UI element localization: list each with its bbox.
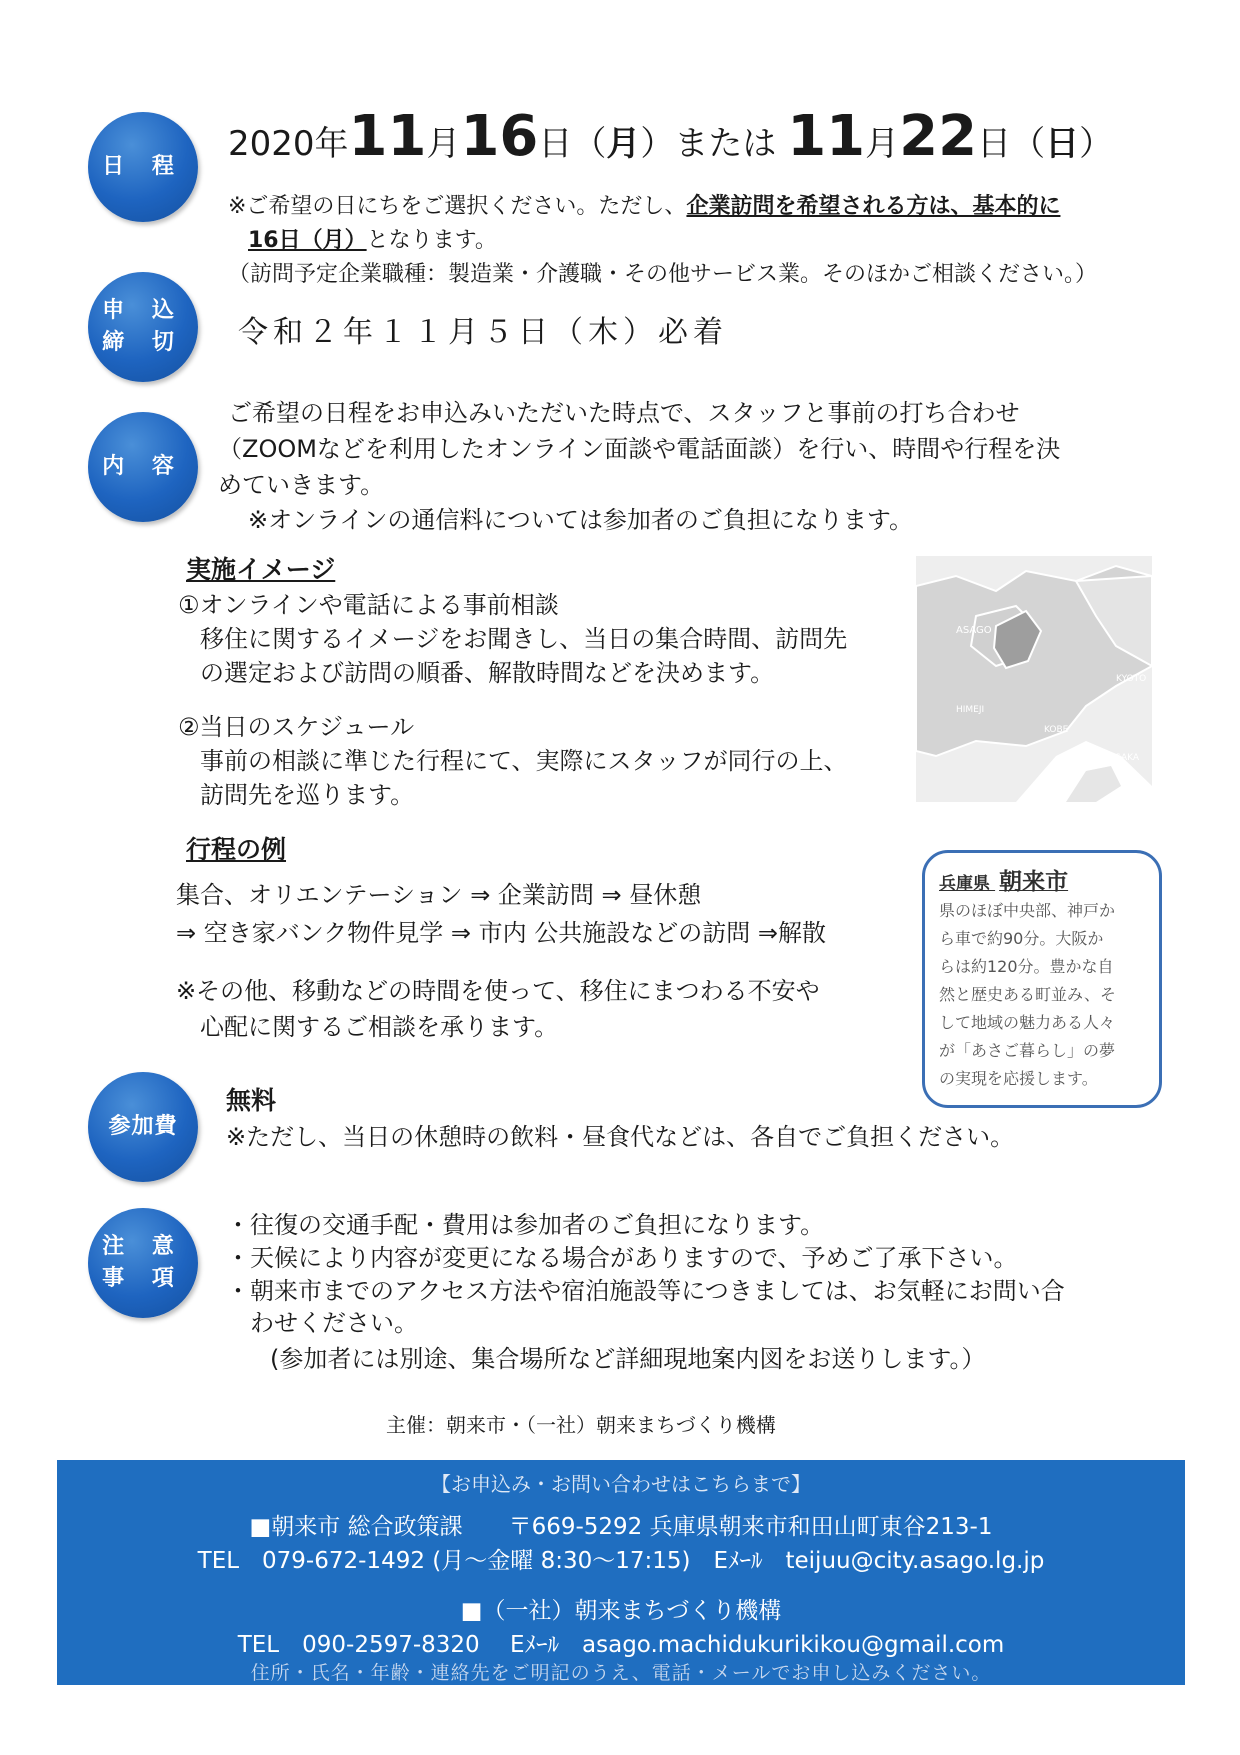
image-item1-line1: 移住に関するイメージをお聞きし、当日の集合時間、訪問先 (200, 625, 848, 653)
contact-org2: ■（一社）朝来まちづくり機構 (460, 1598, 782, 1624)
fee-note: ※ただし、当日の休憩時の飲料・昼食代などは、各自でご負担ください。 (226, 1123, 1015, 1151)
contact-org1: ■朝来市 総合政策課 〒669-5292 兵庫県朝来市和田山町東谷213-1 (249, 1514, 993, 1540)
notes-line-1: ・往復の交通手配・費用は参加者のご負担になります。 (226, 1211, 825, 1239)
contact-org2-tel: TEL 090-2597-8320 Eﾒｰﾙ asago.machidukurikikou@gmail.com (237, 1632, 1005, 1658)
notes-line-2: ・天候により内容が変更になる場合がありますので、予めご了承下さい。 (226, 1244, 1018, 1272)
deadline-text: 令和２年１１月５日（木）必着 (238, 315, 728, 350)
label-deadline: 申 込 締 切 (88, 272, 198, 382)
notes-line-5: (参加者には別途、集合場所など詳細現地案内図をお送りします。） (270, 1345, 986, 1373)
label-schedule (88, 112, 198, 222)
map-label-asago: ASAGO (956, 625, 992, 636)
label-fee: 参加費 (88, 1072, 198, 1182)
image-item2-line1: 事前の相談に準じた行程にて、実際にスタッフが同行の上、 (200, 747, 848, 775)
schedule-note-3: （訪問予定企業職種：製造業・介護職・その他サービス業。そのほかご相談ください。） (228, 262, 1098, 287)
contact-header: 【お申込み・お問い合わせはこちらまで】 (431, 1472, 811, 1496)
contact-panel (57, 1460, 1185, 1685)
image-item2-head: ②当日のスケジュール (178, 713, 415, 741)
contact-org1-tel: TEL 079-672-1492 (月～金曜 8:30～17:15) Eﾒｰﾙ teijuu@city.asago.lg.jp (197, 1548, 1045, 1574)
content-line-2: （ZOOMなどを利用したオンライン面談や電話面談）を行い、時間や行程を決 (218, 435, 1061, 463)
schedule-dates: 2020年11月16日（月）または 11月22日（日） (228, 104, 1114, 169)
content-line-1: ご希望の日程をお申込みいただいた時点で、スタッフと事前の打ち合わせ (228, 399, 1020, 427)
map-label-kyoto: KYOTO (1116, 674, 1147, 684)
itinerary-title: 行程の例 (186, 835, 287, 864)
notes-line-4: わせください。 (250, 1309, 418, 1337)
label-notes: 注 意 事 項 (88, 1208, 198, 1318)
content-line-3: めていきます。 (218, 471, 385, 499)
schedule-note-2: 16日（月）となります。 (248, 228, 497, 253)
city-info-body: 県のほぼ中央部、神戸か ら車で約90分。大阪か らは約120分。豊かな自 然と歴史ある町並み、そ して地域の魅力ある人々 が「あさご暮らし」の夢 の実現を応援します。 (939, 901, 1116, 1088)
content-line-4: ※オンラインの通信料については参加者のご負担になります。 (248, 506, 913, 534)
map-label-himeji: HIMEJI (956, 705, 985, 715)
itinerary-line-2: ⇒ 空き家バンク物件見学 ⇒ 市内 公共施設などの訪問 ⇒解散 (176, 919, 826, 947)
map-label-kobe: KOBE (1044, 725, 1069, 735)
city-info-box (922, 850, 1162, 1108)
label-content-text: 内 容 (102, 454, 184, 479)
fee-title: 無料 (226, 1086, 277, 1115)
schedule-note-1: ※ご希望の日にちをご選択ください。ただし、企業訪問を希望される方は、基本的に (228, 194, 1061, 219)
organizer: 主催：朝来市・（一社）朝来まちづくり機構 (386, 1413, 776, 1437)
itinerary-note-1: ※その他、移動などの時間を使って、移住にまつわる不安や (176, 977, 820, 1005)
image-item1-head: ①オンラインや電話による事前相談 (178, 591, 559, 619)
label-schedule-text: 日 程 (102, 154, 184, 179)
image-item2-line2: 訪問先を巡ります。 (200, 781, 415, 809)
city-info-title: 兵庫県 朝来市 (939, 869, 1069, 895)
notes-line-3: ・朝来市までのアクセス方法や宿泊施設等につきましては、お気軽にお問い合 (226, 1277, 1065, 1305)
image-section-title: 実施イメージ (186, 555, 336, 584)
label-content (88, 412, 198, 522)
itinerary-line-1: 集合、オリエンテーション ⇒ 企業訪問 ⇒ 昼休憩 (176, 881, 702, 909)
contact-footer: 住所・氏名・年齢・連絡先をご明記のうえ、電話・メールでお申し込みください。 (250, 1662, 992, 1684)
area-map (916, 556, 1152, 802)
map-label-osaka: OSAKA (1108, 753, 1140, 763)
image-item1-line2: の選定および訪問の順番、解散時間などを決めます。 (200, 659, 775, 687)
itinerary-note-2: 心配に関するご相談を承ります。 (200, 1013, 559, 1041)
